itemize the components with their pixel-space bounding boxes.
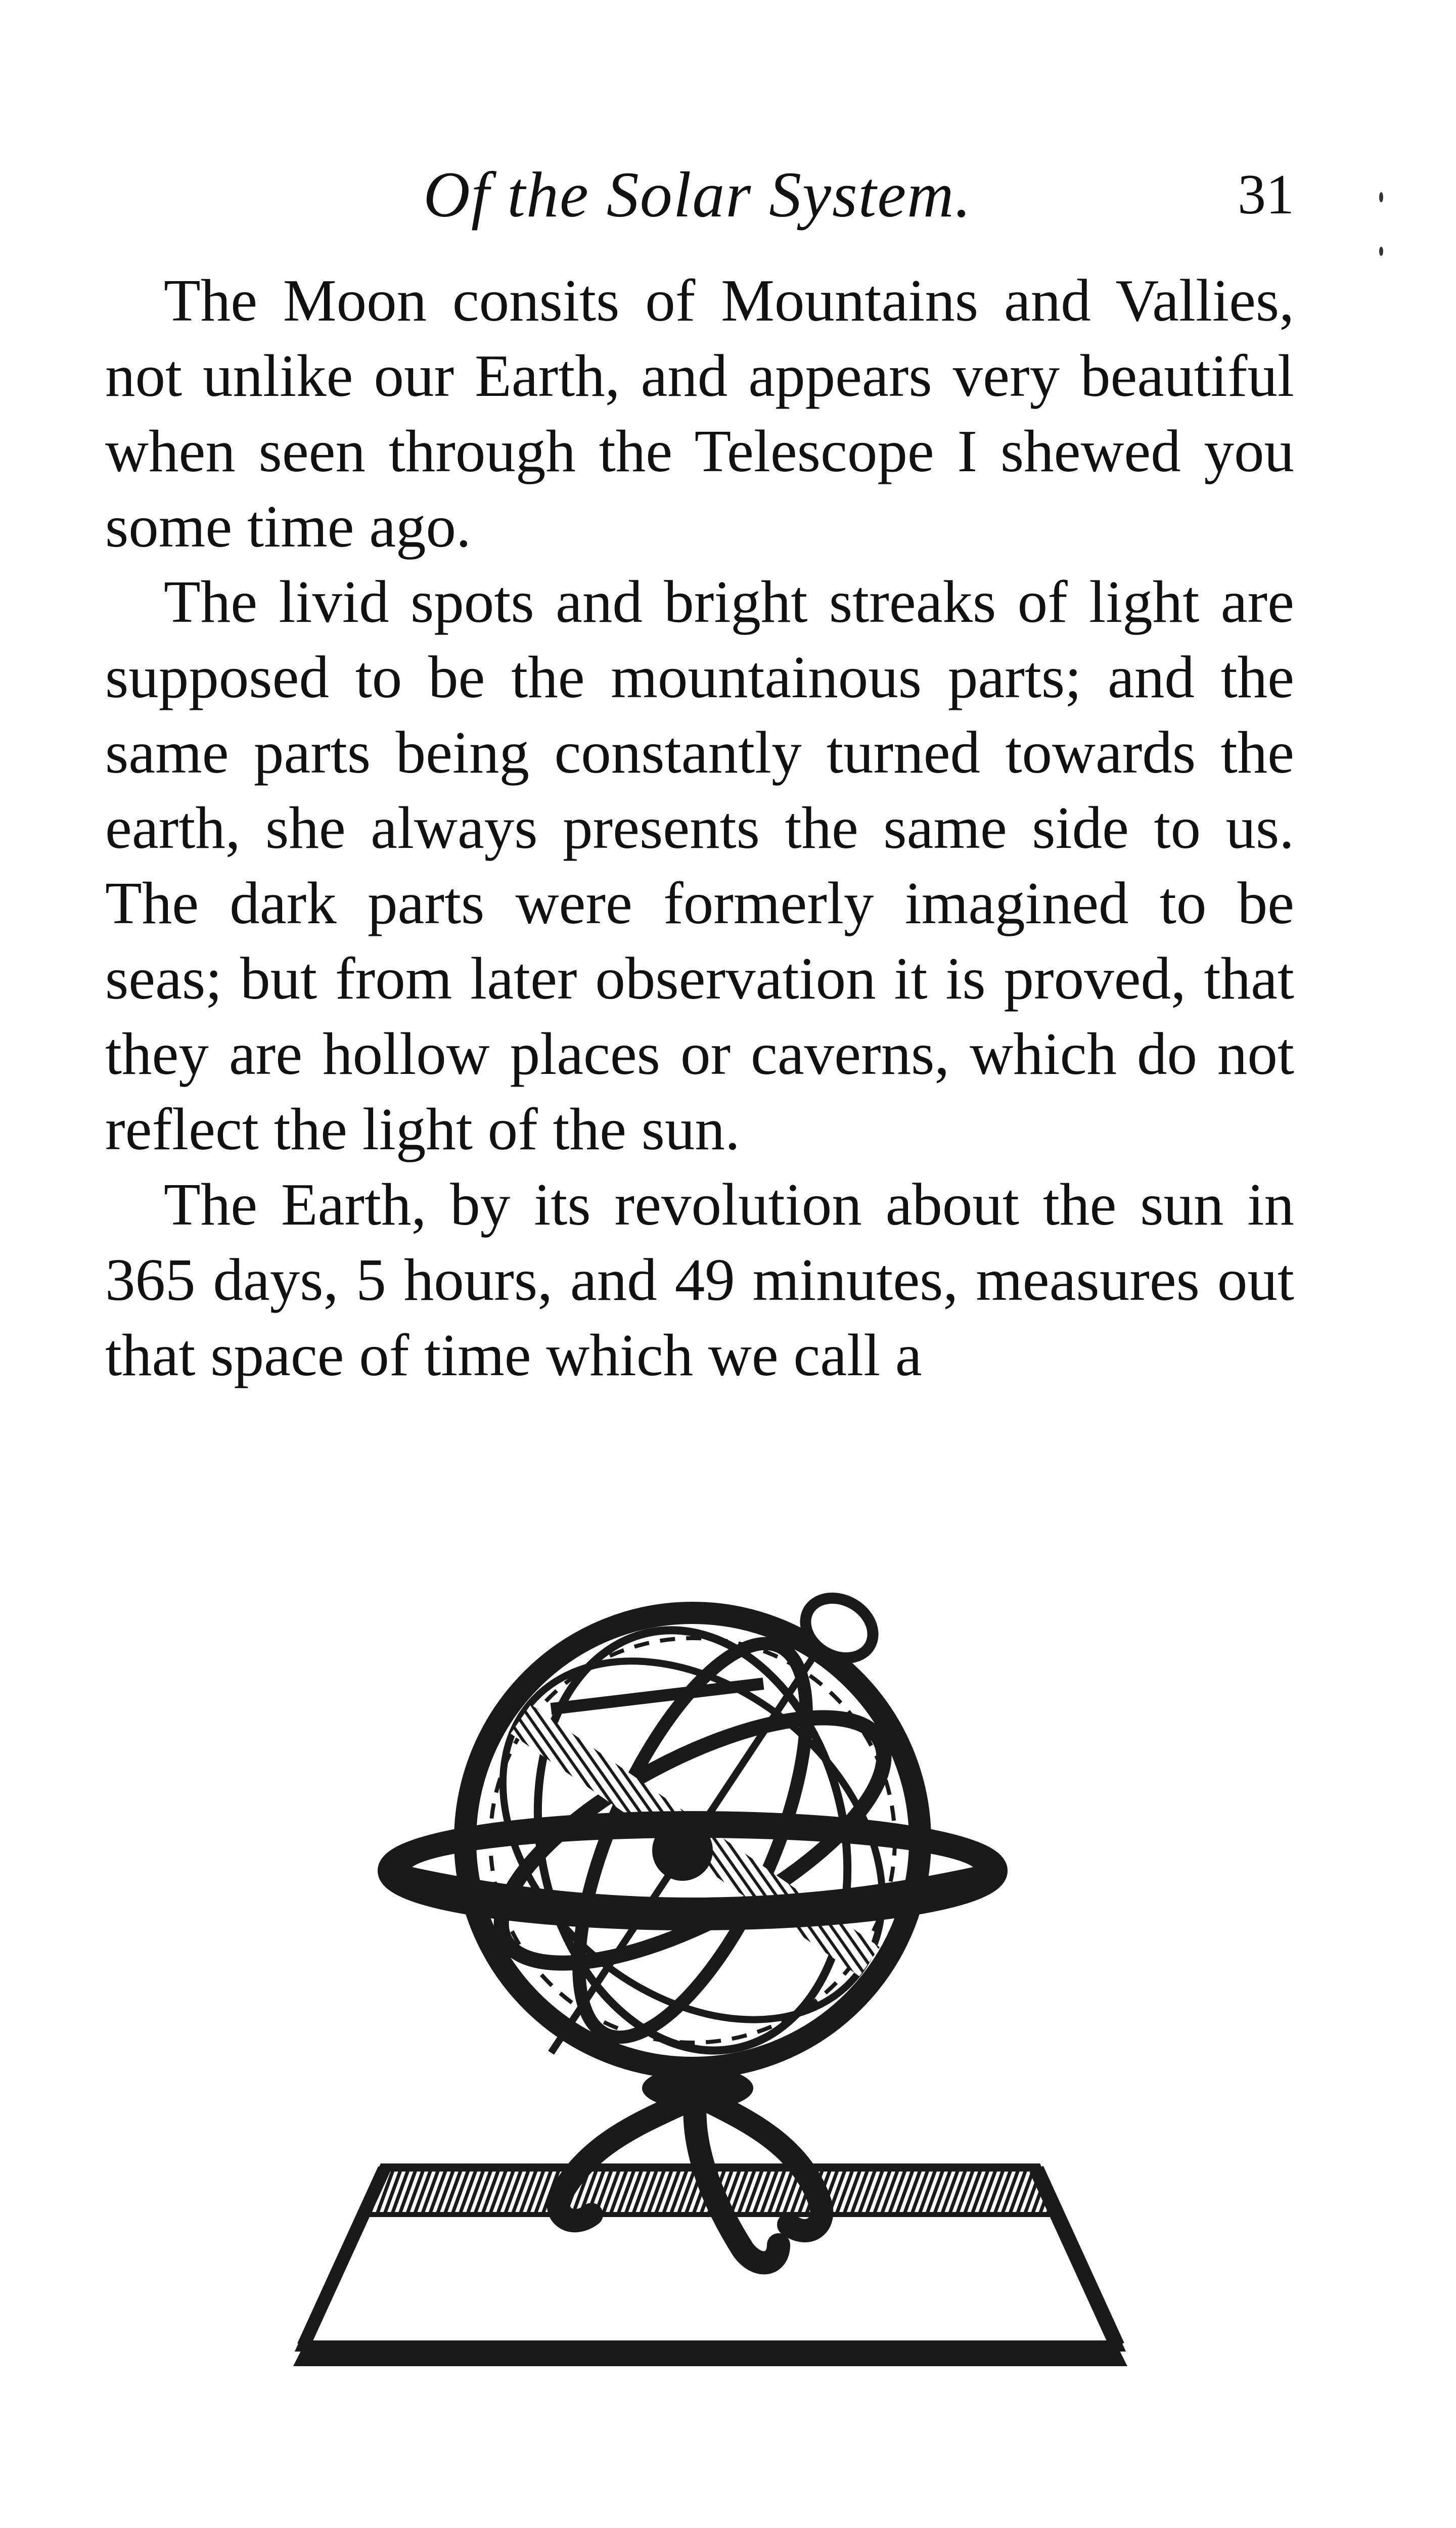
armillary-sphere-woodcut: [238, 1557, 1158, 2386]
body-text: [105, 263, 1294, 1393]
running-head: [101, 152, 1294, 238]
page-number: 31: [1238, 163, 1294, 226]
paragraph-moon-mountains: The Moon consits of Mountains and Vallies, not unlike our Earth, and appears very beautiful when seen through the Telescope I shewed you some time ago.: [105, 267, 1294, 560]
armillary-sphere-illustration: [238, 1557, 1158, 2386]
paragraph-moon-spots: The livid spots and bright streaks of light are supposed to be the mountainous parts; and the same parts being constantly turned towards the earth, she always presents the same side to us. The dark parts were formerly imagined to be seas; but from later observation it is proved, that they are hollow places or caverns, which do not reflect the light of the sun.: [105, 568, 1294, 1162]
ink-speck: [1379, 192, 1383, 202]
running-title: Of the Solar System.: [423, 159, 972, 231]
ink-speck: [1379, 247, 1383, 256]
paragraph-earth-revolution: The Earth, by its revolution about the sun in 365 days, 5 hours, and 49 minutes, measures out that space of time which we call a: [105, 1171, 1294, 1388]
